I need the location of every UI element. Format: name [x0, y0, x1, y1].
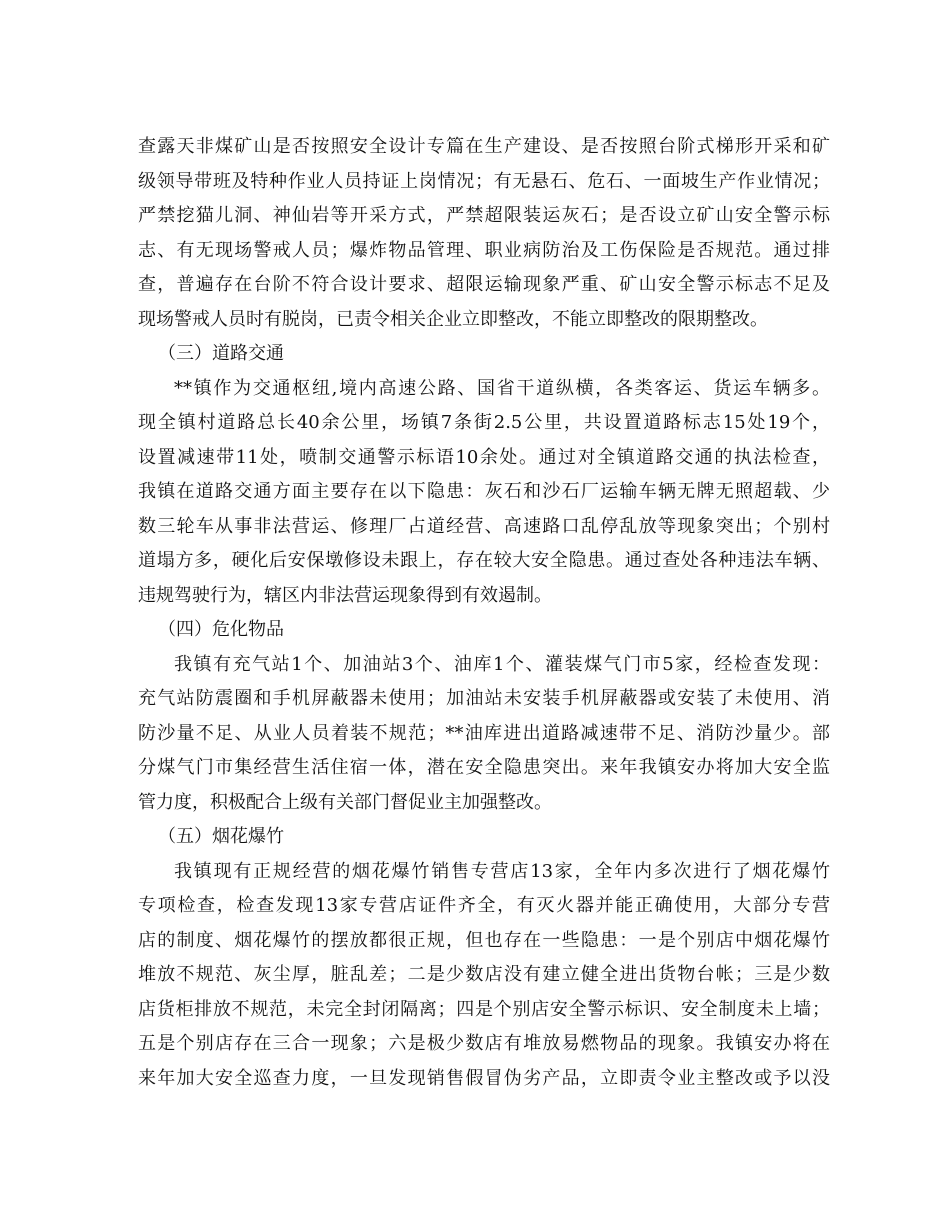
paragraph-line: 专项检查，检查发现13家专营店证件齐全，有灭火器并能正确使用，大部分专营: [138, 895, 830, 916]
paragraph-line: 志、有无现场警戒人员；爆炸物品管理、职业病防治及工伤保险是否规范。通过排: [138, 239, 830, 261]
paragraph-line: 我镇在道路交通方面主要存在以下隐患：灰石和沙石厂运输车辆无牌无照超载、少: [138, 481, 830, 502]
paragraph-line: 我镇现有正规经营的烟花爆竹销售专营店13家，全年内多次进行了烟花爆竹: [174, 860, 830, 882]
paragraph-line: 堆放不规范、灰尘厚，脏乱差；二是少数店没有建立健全进出货物台帐；三是少数: [138, 964, 830, 985]
paragraph-line: 我镇有充气站1个、加油站3个、油库1个、灌装煤气门市5家，经检查发现：: [174, 653, 830, 675]
paragraph-line: 数三轮车从事非法营运、修理厂占道经营、高速路口乱停乱放等现象突出；个别村: [138, 515, 830, 537]
paragraph-line: 管力度，积极配合上级有关部门督促业主加强整改。: [138, 791, 552, 813]
paragraph: [138, 372, 830, 614]
paragraph: [138, 648, 830, 821]
paragraph-line: 五是个别店存在三合一现象；六是极少数店有堆放易燃物品的现象。我镇安办将在: [138, 1033, 830, 1054]
paragraph-line: 级领导带班及特种作业人员持证上岗情况；有无悬石、危石、一面坡生产作业情况；: [138, 170, 830, 192]
paragraph-line: 防沙量不足、从业人员着装不规范；**油库进出道路减速带不足、消防沙量少。部: [138, 722, 830, 744]
paragraph-line: 店的制度、烟花爆竹的摆放都很正规，但也存在一些隐患：一是个别店中烟花爆竹: [138, 929, 830, 951]
document-body: [138, 130, 830, 1096]
paragraph: [138, 130, 830, 337]
paragraph-line: 道塌方多，硬化后安保墩修设未跟上，存在较大安全隐患。通过查处各种违法车辆、: [138, 550, 830, 571]
paragraph-line: 设置减速带11处，喷制交通警示标语10余处。通过对全镇道路交通的执法检查，: [138, 446, 830, 468]
paragraph-line: 来年加大安全巡查力度，一旦发现销售假冒伪劣产品，立即责令业主整改或予以没: [138, 1067, 830, 1089]
paragraph-line: 现场警戒人员时有脱岗，已责令相关企业立即整改，不能立即整改的限期整改。: [138, 308, 768, 330]
section-heading: （五）烟花爆竹: [158, 826, 284, 847]
section-heading: （四）危化物品: [158, 619, 284, 640]
paragraph-line: **镇作为交通枢纽,境内高速公路、国省干道纵横，各类客运、货运车辆多。: [174, 377, 830, 399]
paragraph-line: 充气站防震圈和手机屏蔽器未使用；加油站未安装手机屏蔽器或安装了未使用、消: [138, 688, 830, 709]
paragraph-line: 现全镇村道路总长40余公里，场镇7条街2.5公里，共设置道路标志15处19个，: [138, 412, 830, 433]
paragraph-line: 店货柜排放不规范，未完全封闭隔离；四是个别店安全警示标识、安全制度未上墙；: [138, 998, 830, 1020]
paragraph-line: 分煤气门市集经营生活住宿一体，潜在安全隐患突出。来年我镇安办将加大安全监: [138, 757, 830, 778]
paragraph: [138, 855, 830, 1097]
section-heading: （三）道路交通: [158, 343, 284, 364]
paragraph-line: 查，普遍存在台阶不符合设计要求、超限运输现象严重、矿山安全警示标志不足及: [138, 274, 830, 295]
paragraph-line: 违规驾驶行为，辖区内非法营运现象得到有效遏制。: [138, 584, 552, 606]
paragraph-line: 严禁挖猫儿洞、神仙岩等开采方式，严禁超限装运灰石；是否设立矿山安全警示标: [138, 205, 830, 226]
paragraph-line: 查露天非煤矿山是否按照安全设计专篇在生产建设、是否按照台阶式梯形开采和矿: [138, 136, 830, 157]
